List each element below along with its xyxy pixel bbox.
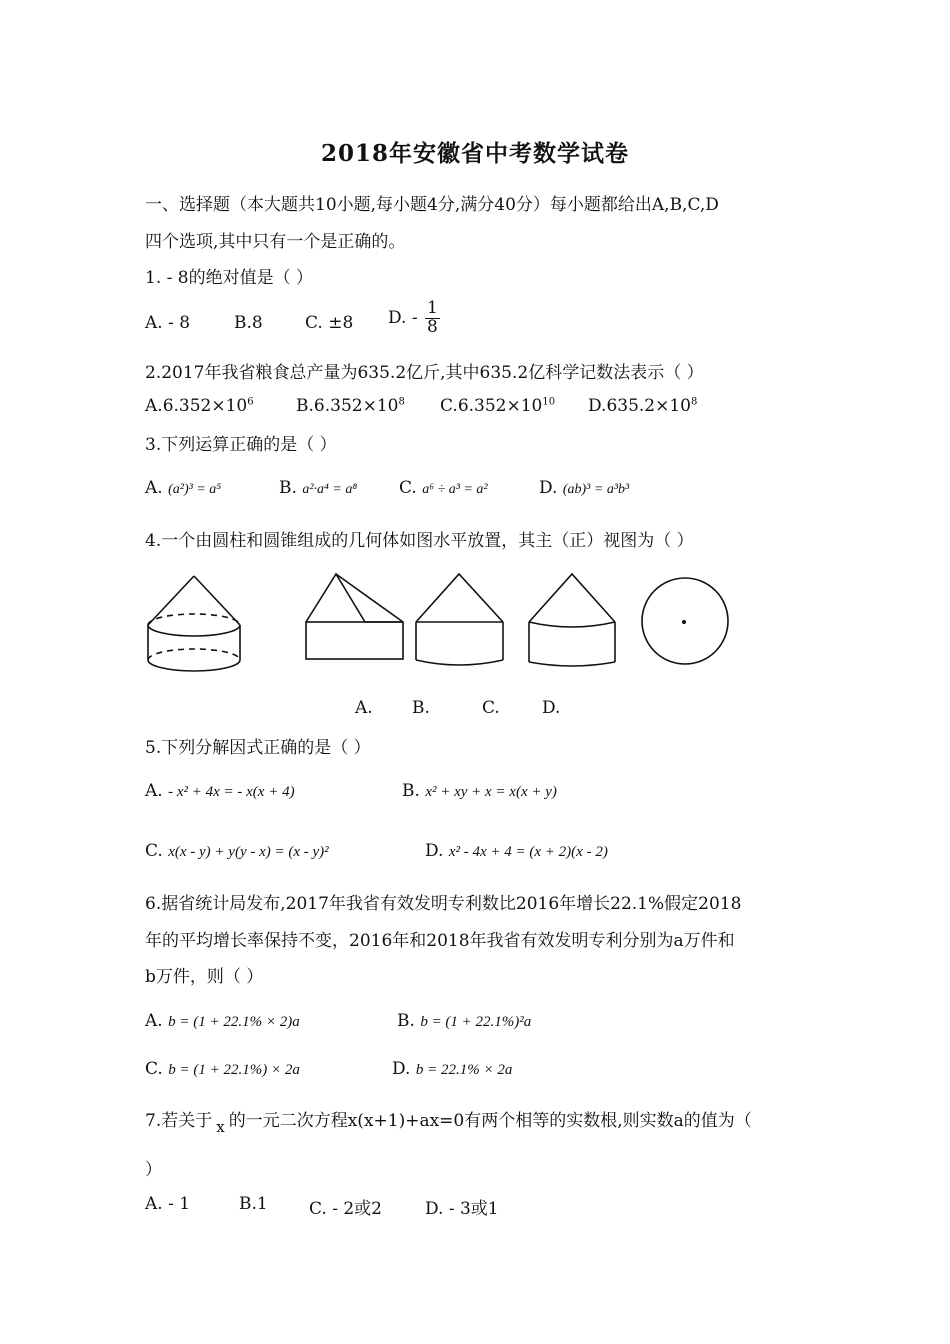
q1-option-d-denominator: 8 [426, 316, 438, 337]
q1-option-d-numerator: 1 [426, 298, 438, 318]
q5-option-c [145, 841, 329, 861]
q3-option-a-expr: (a²)³ = a⁵ [168, 482, 222, 497]
q5-option-d-label: D. [425, 841, 444, 861]
q5-option-b-expr: x² + xy + x = x(x + y) [425, 784, 557, 800]
q2-option-a-base: 6.352×10 [162, 396, 248, 416]
q1-option-c: C. ±8 [305, 313, 354, 333]
q7-variable-x: x [216, 1118, 225, 1136]
q1-option-b: B.8 [234, 313, 263, 333]
q6-option-c-expr: b = (1 + 22.1%) × 2a [168, 1062, 300, 1078]
q1-option-d-prefix: D. - [388, 307, 418, 328]
q5-option-d-expr: x² - 4x + 4 = (x + 2)(x - 2) [448, 844, 608, 860]
q2-option-d-exp: 8 [690, 396, 698, 408]
q4-option-d-figure [642, 578, 728, 664]
q3-option-b-expr: a²·a⁴ = a⁸ [302, 482, 358, 497]
q2-option-b-base: 6.352×10 [313, 396, 399, 416]
section-instructions-line1: 一、选择题（本大题共10小题,每小题4分,满分40分）每小题都给出A,B,C,D [145, 195, 719, 215]
q4-option-b-figure [416, 574, 503, 665]
q4-option-c-figure [529, 574, 615, 666]
q6-option-a-expr: b = (1 + 22.1% × 2)a [168, 1014, 300, 1030]
q7-stem-line1 [145, 1106, 752, 1136]
q7-stem-line2: ） [145, 1160, 162, 1180]
q5-stem: 5.下列分解因式正确的是（ ） [145, 738, 371, 758]
q6-option-b-label: B. [397, 1011, 415, 1031]
q3-option-b-label: B. [279, 478, 297, 498]
q2-option-b-exp: 8 [398, 396, 405, 408]
section-instructions-line2: 四个选项,其中只有一个是正确的。 [145, 232, 406, 252]
q5-option-c-expr: x(x - y) + y(y - x) = (x - y)² [168, 844, 329, 860]
q4-label-c: C. [482, 698, 500, 718]
q4-label-d: D. [542, 698, 561, 718]
q2-option-b-label: B. [296, 396, 314, 416]
q5-option-b [402, 781, 557, 801]
q5-option-b-label: B. [402, 781, 420, 801]
q5-option-a [145, 781, 295, 801]
q3-option-a-label: A. [145, 478, 163, 498]
q2-option-c-label: C. [440, 396, 458, 416]
q2-option-d-base: 635.2×10 [606, 396, 691, 416]
q6-option-b [397, 1011, 531, 1031]
q6-stem-line2: 年的平均增长率保持不变，2016年和2018年我省有效发明专利分别为a万件和 [145, 931, 735, 951]
q5-option-a-label: A. [145, 781, 163, 801]
q6-option-a [145, 1011, 300, 1031]
q7-option-b: B.1 [239, 1194, 268, 1214]
page-title: 2018年安徽省中考数学试卷 [320, 140, 629, 167]
q4-label-a: A. [355, 698, 373, 718]
q7-option-a: A. - 1 [145, 1194, 191, 1214]
q2-option-d-label: D. [588, 396, 607, 416]
q7-stem-part1: 7.若关于 [145, 1111, 213, 1131]
q3-option-d-expr: (ab)³ = a³b³ [562, 482, 630, 497]
q2-option-c-base: 6.352×10 [457, 396, 543, 416]
q7-stem-part2: 的一元二次方程x(x+1)+ax=0有两个相等的实数根,则实数a的值为（ [228, 1111, 752, 1131]
q5-option-a-expr: - x² + 4x = - x(x + 4) [168, 784, 295, 800]
q6-option-d [392, 1059, 512, 1079]
q2-option-a-exp: 6 [247, 396, 254, 408]
q5-option-d [425, 841, 608, 861]
q2-option-c-exp: 10 [542, 396, 556, 408]
q6-option-d-expr: b = 22.1% × 2a [415, 1062, 513, 1078]
q6-option-b-expr: b = (1 + 22.1%)²a [420, 1014, 532, 1030]
q3-option-c-expr: a⁶ ÷ a³ = a² [422, 482, 488, 497]
q6-option-c [145, 1059, 300, 1079]
q3-stem: 3.下列运算正确的是（ ） [145, 435, 337, 455]
q2-option-a-label: A. [145, 396, 163, 416]
q3-option-d-label: D. [539, 478, 558, 498]
q4-label-b: B. [412, 698, 430, 718]
q6-stem-line3: b万件，则（ ） [145, 967, 264, 987]
q5-option-c-label: C. [145, 841, 163, 861]
q7-option-d: D. - 3或1 [425, 1199, 499, 1219]
q4-option-a-figure [306, 574, 403, 659]
q4-stem: 4.一个由圆柱和圆锥组成的几何体如图水平放置，其主（正）视图为（ ） [145, 531, 694, 551]
q1-stem: 1. - 8的绝对值是（ ） [145, 268, 313, 288]
q3-option-c-label: C. [399, 478, 417, 498]
q6-option-c-label: C. [145, 1059, 163, 1079]
q7-option-c: C. - 2或2 [309, 1199, 382, 1219]
q6-option-d-label: D. [392, 1059, 411, 1079]
q6-option-a-label: A. [145, 1011, 163, 1031]
q6-stem-line1: 6.据省统计局发布,2017年我省有效发明专利数比2016年增长22.1%假定2018 [145, 894, 742, 914]
q2-stem: 2.2017年我省粮食总产量为635.2亿斤,其中635.2亿科学记数法表示（ ） [145, 363, 704, 383]
q1-option-a: A. - 8 [145, 313, 191, 333]
